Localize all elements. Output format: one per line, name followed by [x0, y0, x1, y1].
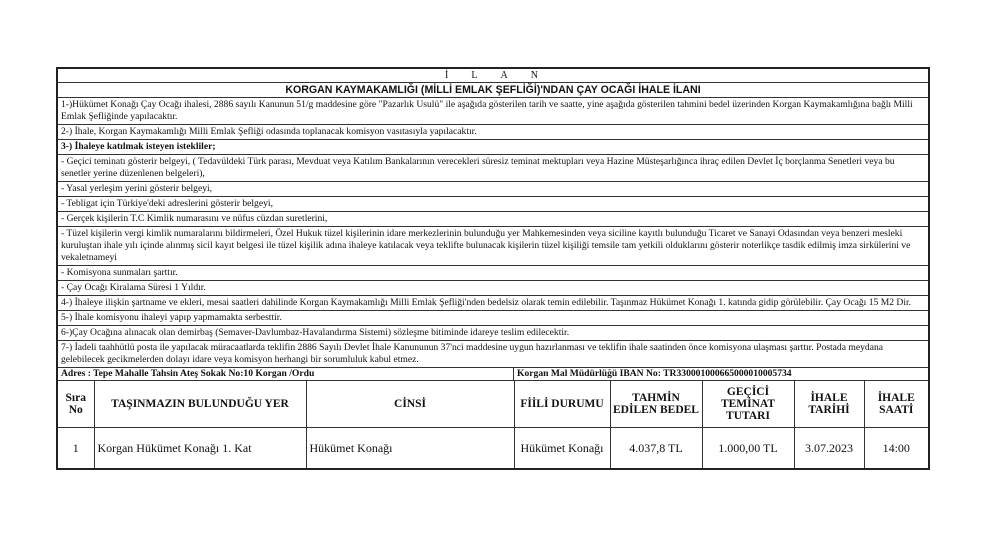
requirement-item: - Yasal yerleşim yerini gösterir belgeyi, — [58, 182, 928, 197]
clause-1: 1-)Hükümet Konağı Çay Ocağı ihalesi, 2886 sayılı Kanunun 51/g maddesine göre "Pazarlık Usulü" ile aşağıda gösterilen tarih ve saatte, yine aşağıda gösterilen tahmini bedel üzerinden Korgan Kaymakamlığına bağlı Milli Emlak Şefliğinde yapılacaktır. — [58, 98, 928, 125]
address: Adres : Tepe Mahalle Tahsin Ateş Sokak No:10 Korgan /Ordu — [58, 368, 514, 380]
header-cinsi: CİNSİ — [306, 381, 514, 428]
ilan-letter: İ — [445, 70, 452, 81]
clause-7: 7-) İadeli taahhütlü posta ile yapılacak müracaatlarda teklifin 2886 Sayılı Devlet İhale Kanununun 37'nci maddesine uygun hazırlanması ve teklifin ihale saatinden önce komisyona ulaşması şarttır. Postada meydana gelebilecek gecikmelerden dolayı idare veya komisyon herhangi bir sorumluluk kabul etmez. — [58, 341, 928, 368]
header-ihale-saati: İHALE SAATİ — [864, 381, 928, 428]
requirement-item: - Komisyona sunmaları şarttır. — [58, 266, 928, 281]
table-row — [58, 428, 928, 469]
cell-gecici-teminat: 1.000,00 TL — [702, 428, 794, 469]
header-sira-no: Sıra No — [58, 381, 94, 428]
ihale-ilani-frame — [56, 67, 930, 470]
header-gecici-teminat: GEÇİCİ TEMİNAT TUTARI — [702, 381, 794, 428]
ilan-letter: L — [471, 70, 481, 81]
requirement-item: - Çay Ocağı Kiralama Süresi 1 Yıldır. — [58, 281, 928, 296]
ilan-letter: A — [500, 70, 511, 81]
requirement-item: - Gerçek kişilerin T.C Kimlik numarasını ve nüfus cüzdan suretlerini, — [58, 212, 928, 227]
requirement-item: - Tebligat için Türkiye'deki adreslerini gösterir belgeyi, — [58, 197, 928, 212]
cell-fiili-durumu: Hükümet Konağı — [514, 428, 610, 469]
cell-sira-no: 1 — [58, 428, 94, 469]
clause-5: 5-) İhale komisyonu ihaleyi yapıp yapmamakta serbesttir. — [58, 311, 928, 326]
property-table — [58, 381, 928, 468]
ilan-letter: N — [530, 70, 541, 81]
cell-tahmin-bedel: 4.037,8 TL — [610, 428, 702, 469]
clause-6: 6-)Çay Ocağına alınacak olan demirbaş (Semaver-Davlumbaz-Havalandırma Sistemi) sözleşme bitiminde idareye teslim edilecektir. — [58, 326, 928, 341]
cell-cinsi: Hükümet Konağı — [306, 428, 514, 469]
page-title: KORGAN KAYMAKAMLIĞI (MİLLİ EMLAK ŞEFLİĞİ)'NDAN ÇAY OCAĞI İHALE İLANI — [58, 83, 928, 98]
ilan-heading — [58, 69, 928, 83]
header-fiili-durumu: FİİLİ DURUMU — [514, 381, 610, 428]
cell-ihale-tarihi: 3.07.2023 — [794, 428, 864, 469]
clause-3-heading: 3-) İhaleye katılmak isteyen istekliler; — [58, 140, 928, 155]
address-iban-row — [58, 368, 928, 381]
header-ihale-tarihi: İHALE TARİHİ — [794, 381, 864, 428]
table-header-row — [58, 381, 928, 428]
clause-4: 4-) İhaleye ilişkin şartname ve ekleri, mesai saatleri dahilinde Korgan Kaymakamlığı Milli Emlak Şefliği'nden bedelsiz olarak temin edilebilir. Taşınmaz Hükümet Konağı 1. katında gidip görülebilir. Çay Ocağı 15 M2 Dir. — [58, 296, 928, 311]
header-tahmin-bedel: TAHMİN EDİLEN BEDEL — [610, 381, 702, 428]
cell-yer: Korgan Hükümet Konağı 1. Kat — [94, 428, 306, 469]
header-yer: TAŞINMAZIN BULUNDUĞU YER — [94, 381, 306, 428]
requirement-item: - Tüzel kişilerin vergi kimlik numaralarını bildirmeleri, Özel Hukuk tüzel kişilerinin idare merkezlerinin bulunduğu yer Mahkemesinden veya siciline kayıtlı bulunduğu Ticaret ve Sanayi Odasından veya benzeri mesleki kuruluştan ihale yılı içinde alınmış sicil kayıt belgesi ile tüzel kişilik adına ihaleye katılacak veya teklifte bulunacak kişilerin tüzel kişiliği temsile tam yetkili olduklarını gösterir noterlikçe tasdik edilmiş imza sirkülerini ve vekaletnameyi — [58, 227, 928, 266]
clause-2: 2-) İhale, Korgan Kaymakamlığı Milli Emlak Şefliği odasında toplanacak komisyon vasıtasıyla yapılacaktır. — [58, 125, 928, 140]
cell-ihale-saati: 14:00 — [864, 428, 928, 469]
requirement-item: - Geçici teminatı gösterir belgeyi, ( Tedavüldeki Türk parası, Mevduat veya Katılım Bankalarının verecekleri süresiz teminat mektupları veya Hazine Müsteşarlığınca ihraç edilen Devlet İç borçlanma Senetleri veya bu senetler yerine düzenlenen belgeleri), — [58, 155, 928, 182]
iban: Korgan Mal Müdürlüğü IBAN No: TR330001000665000010005734 — [517, 368, 792, 379]
